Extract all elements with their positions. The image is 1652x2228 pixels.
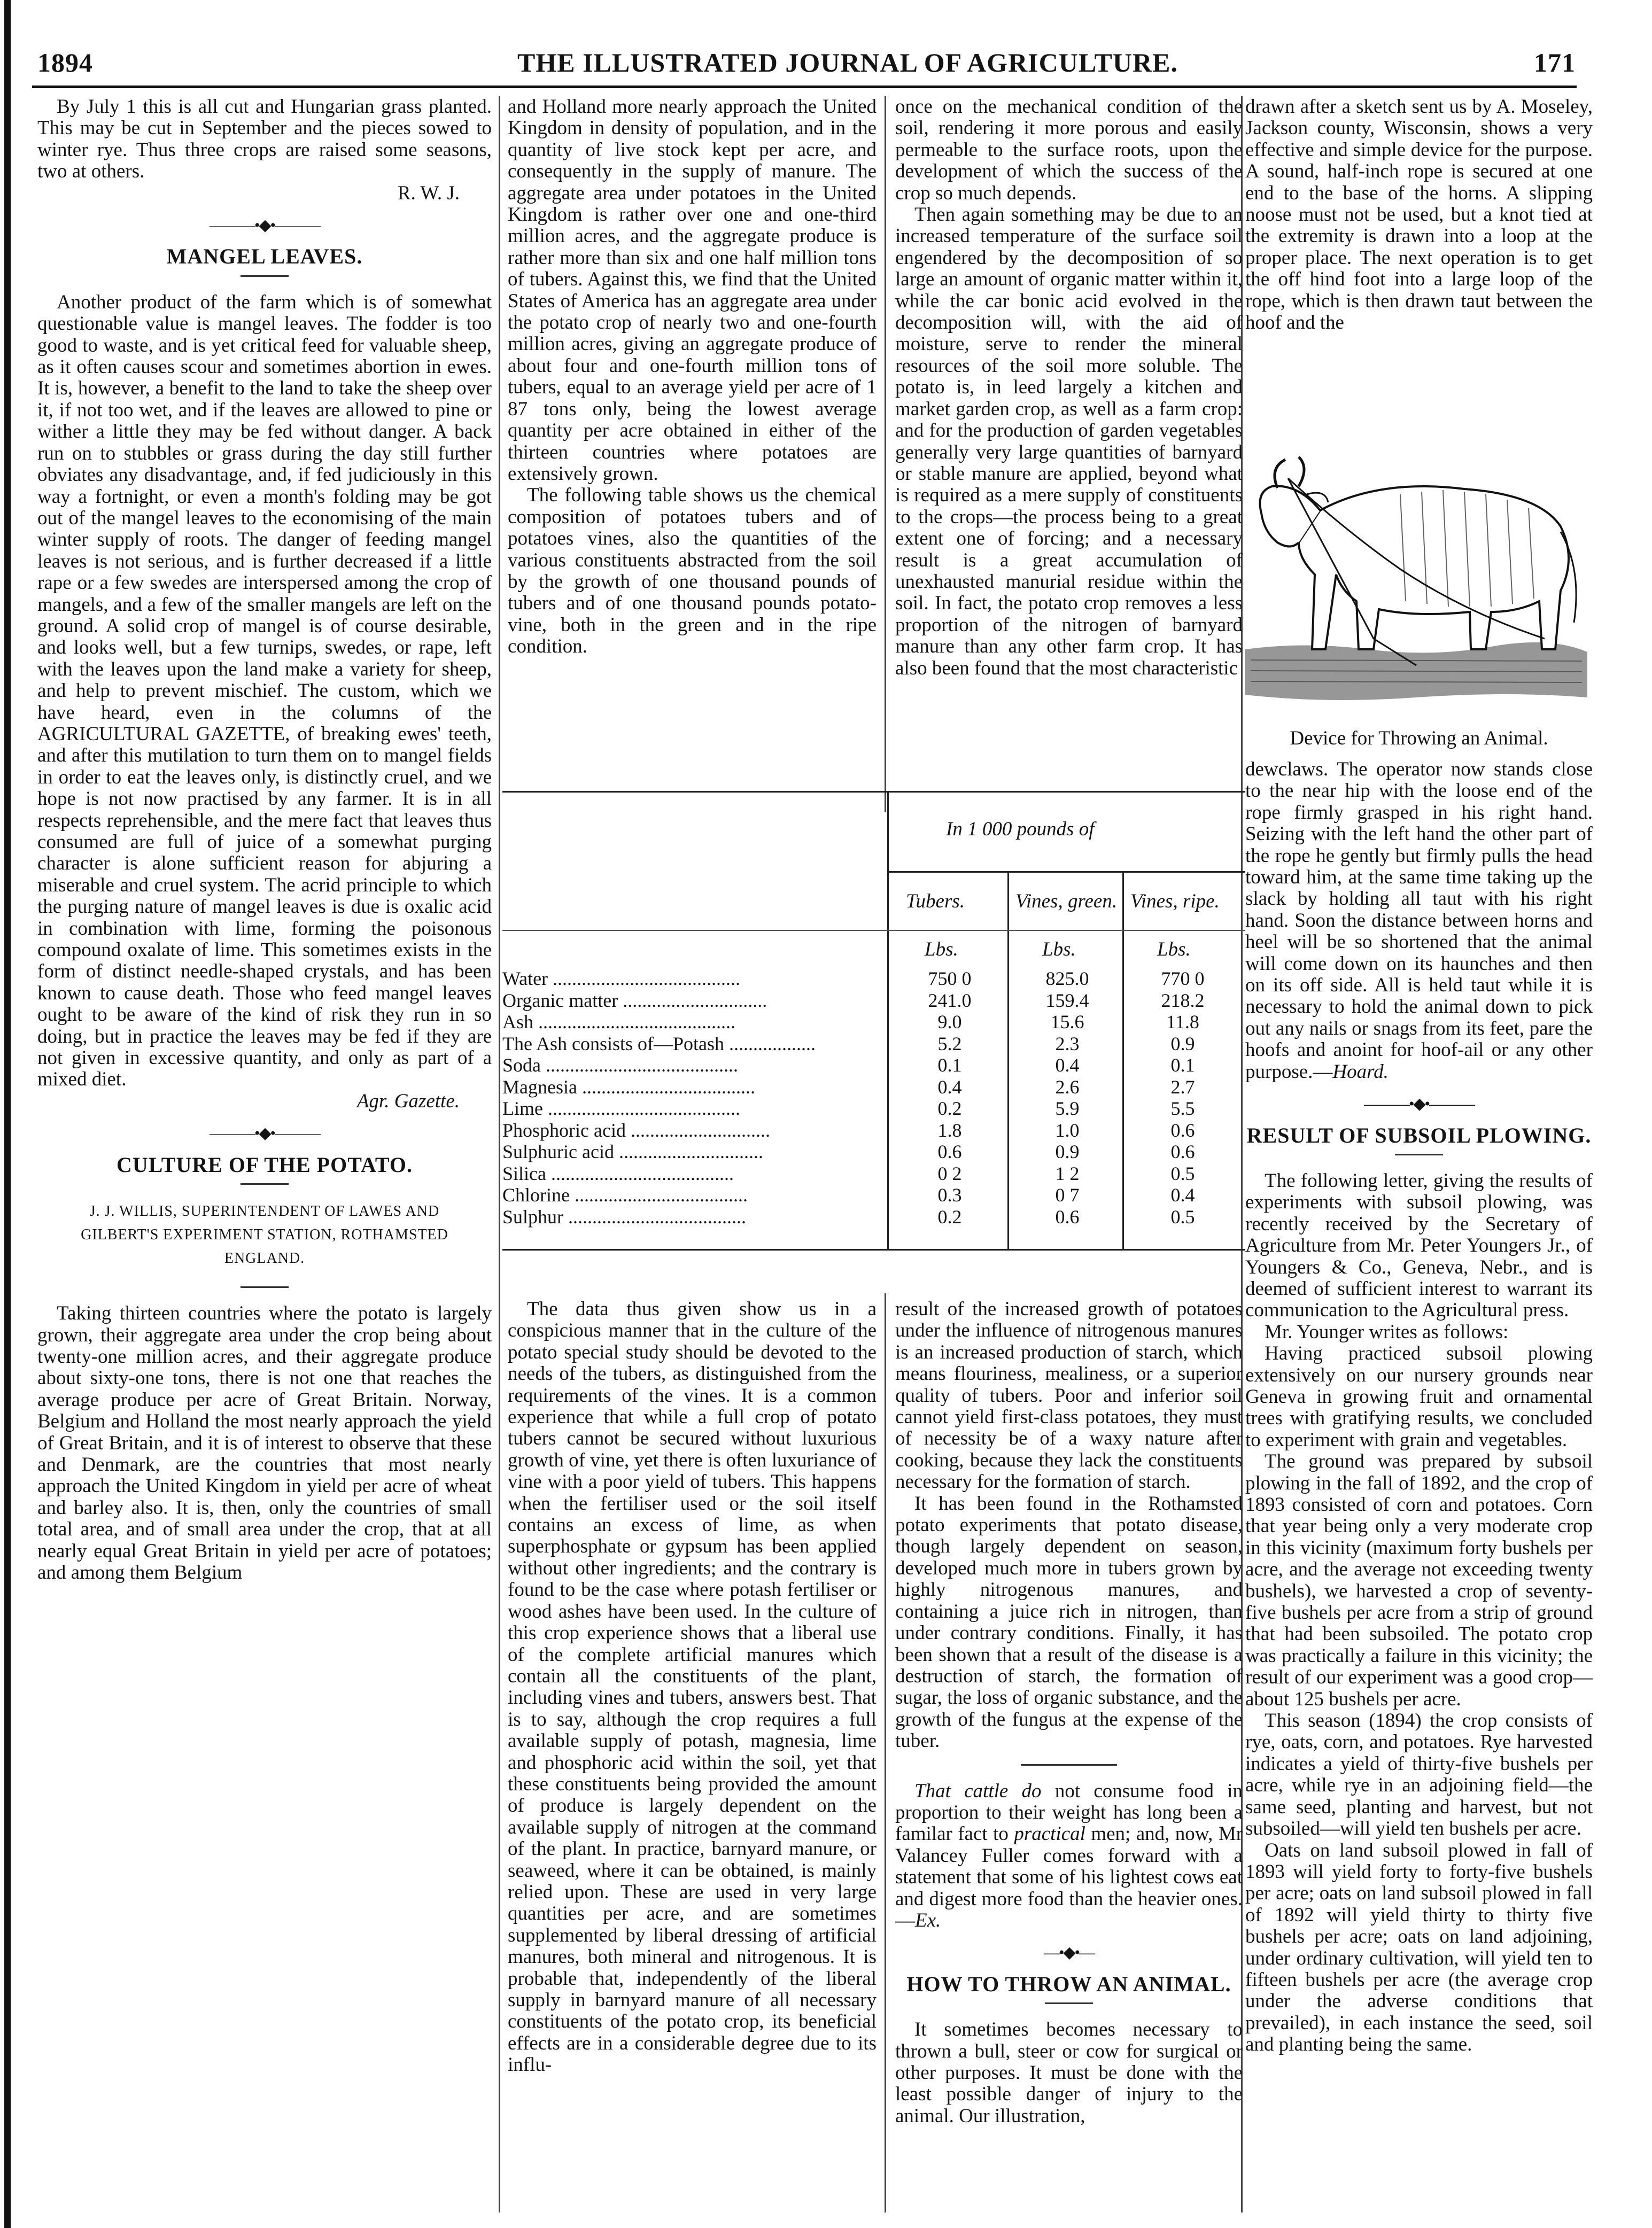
ornament-divider-4: ———•◆•———: [1363, 1095, 1475, 1113]
table-cell: 0.4: [1055, 1054, 1080, 1076]
table-cell: 0.6: [937, 1141, 962, 1162]
table-cell: 5.5: [1170, 1098, 1195, 1119]
bull-illustration: [1240, 398, 1593, 719]
table-unit-vines-green: Lbs.: [1042, 938, 1076, 960]
column-rule-2b: [885, 1293, 886, 2213]
table-row-label: The Ash consists of—Potash ..................: [502, 1033, 816, 1054]
subsoil-body-5: This season (1894) the crop consists of rye, oats, corn, and potatoes. Rye harvested indicates a yield of thirty-five bushels per acre, while rye in an adjoining field—the same seed, planting and harvest, but not subsoiled—will yield ten bushels per acre.: [1245, 1710, 1593, 1840]
table-row-label: Organic matter ..............................: [502, 989, 767, 1011]
throw-animal-body-2: drawn after a sketch sent us by A. Moseley, Jackson county, Wisconsin, shows a very effective and simple device for the purpose. A sound, half-inch rope is secured at one end to the base of the horns. A slipping noose must not be used, but a knot tied at the extremity is drawn into a loop at the proper place. The next operation is to get the off hind foot into a large loop of the rope, which is then drawn taut between the hoof and the: [1245, 96, 1593, 334]
table-cell: 2.3: [1055, 1033, 1080, 1054]
table-top-rule: [502, 791, 1245, 793]
table-cell: 11.8: [1166, 1011, 1199, 1033]
subsoil-body-6: Oats on land subsoil plowed in fall of 1893 will yield forty to forty-five bushels per acre; oats on land subsoil plowed in fall of 1892 will yield thirty to thirty five bushels per acre; oats on land adjoining, under ordinary cultivation, will yield ten to fifteen bushels per acre (the average crop under the adverse conditions that prevailed), in each instance the seed, soil and planting being the same.: [1245, 1839, 1593, 2056]
subsoil-body-1: The following letter, giving the results of experiments with subsoil plowing, was recently received by the Secretary of Agriculture from Mr. Peter Youngers Jr., of Youngers & Co., Geneva, Nebr., and is deemed of sufficient interest to warrant its communication to the Agricultural press.: [1245, 1169, 1593, 1322]
throw-animal-body: It sometimes becomes necessary to thrown a bull, steer or cow for surgical or other purposes. It must be done with the least possible danger of injury to the animal. Our illustration,: [895, 2019, 1243, 2127]
table-cell: 159.4: [1045, 989, 1089, 1011]
table-group-rule: [887, 871, 1245, 873]
short-rule-3: [241, 1286, 289, 1288]
intro-signature: R. W. J.: [397, 182, 460, 204]
table-col-vines-green: Vines, green.: [1015, 890, 1118, 912]
potato-body-4: once on the mechanical condition of the soil, rendering it more porous and easily permeable to the surface roots, upon the development of which the success of the crop so much depends.: [895, 96, 1243, 204]
table-cell: 0.3: [937, 1184, 962, 1206]
bull-drawing-icon: [1240, 398, 1593, 719]
potato-body-6: The data thus given show us in a conspicious manner that in the culture of the potato special study should be devoted to the needs of the tubers, as distinguished from the requirements of the vines. It is a common experience that while a full crop of potato tubers cannot be secured without luxurious growth of vine, yet there is often luxuriance of vine with a poor yield of tubers. This happens when the fertiliser used or the soil itself contains an excess of lime, as when superphosphate or gypsum has been applied without other ingredients; and the contrary is found to be the case where potash fertiliser or wood ashes have been used. In the culture of this crop experience shows that a liberal use of the complete artificial manures which contain all the constituents of the plant, including vines and tubers, answers best. That is to say, although the crop requires a full available supply of potash, magnesia, lime and phosphoric acid within the soil, yet that these constituents being provided the amount of produce is largely dependent on the available supply of nitrogen at the command of the plant. In practice, barnyard manure, or seaweed, where it can be obtained, is mainly relied upon. These are used in very large quantities per acre, and are sometimes supplemented by liberal dressing of artificial manures, both mineral and nitrogenous. It is probable that, independently of the liberal supply in barnyard manure of all necessary constituents of the potato crop, its beneficial effects are in a considerable degree due to its influ-: [508, 1299, 877, 2076]
column-rule-2: [885, 96, 886, 812]
table-cell: 0.6: [1170, 1119, 1195, 1141]
table-cell: 0.6: [1055, 1206, 1080, 1228]
intro-paragraph: By July 1 this is all cut and Hungarian grass planted. This may be cut in September and the pieces sowed to winter rye. Thus three crops are raised some seasons, two at others.: [37, 96, 492, 183]
table-cell: 9.0: [937, 1011, 962, 1033]
cattle-lead: That cattle do: [914, 1780, 1042, 1802]
table-cell: 1.0: [1055, 1119, 1080, 1141]
short-rule-2: [241, 1183, 289, 1185]
table-cell: 0.9: [1055, 1141, 1080, 1162]
potato-culture-title: CULTURE OF THE POTATO.: [117, 1152, 413, 1177]
ornament-divider-2: ———•◆•———: [209, 1124, 320, 1143]
table-cell: 15.6: [1050, 1011, 1084, 1033]
throw-animal-body-3-text: dewclaws. The operator now stands close to the near hip with the loose end of the rope firmly grasped in his right hand. Seizing with the left hand the other part of the rope he gently but firmly pulls the head toward him, at the same time taking up the slack by holding all taut with his right hand. Soon the distance between horns and heel will be so shortened that the animal will come down on its haunches and then on its off side. All is held taut while it is necessary to hold the animal down to pick out any nails or snags from its feet, pare the hoofs and anoint for hoof-ail or any other purpose.—: [1245, 759, 1593, 1083]
table-cell: 0.2: [937, 1206, 962, 1228]
column-3: [895, 96, 1243, 812]
table-cell: 0.2: [937, 1098, 962, 1119]
table-cell: 0.4: [937, 1076, 962, 1098]
column-2-lower: [508, 1299, 877, 2213]
table-cell: 0 7: [1055, 1184, 1080, 1206]
table-cell: 0.4: [1170, 1184, 1195, 1206]
mangel-leaves-source: Agr. Gazette.: [356, 1090, 460, 1112]
table-cell: 0.9: [1170, 1033, 1195, 1054]
page-year: 1894: [37, 48, 93, 77]
short-rule-5: [1045, 2002, 1093, 2004]
table-col-tubers: Tubers.: [906, 890, 965, 912]
column-4-lower: [1245, 759, 1593, 2213]
short-rule-4: [1021, 1764, 1117, 1766]
short-rule-6: [1395, 1154, 1443, 1155]
mangel-leaves-title: MANGEL LEAVES.: [166, 244, 363, 269]
table-cell: 0.6: [1170, 1141, 1195, 1162]
cattle-text-2: men; and, now, Mr Valancey Fuller comes forward with a statement that some of his lightest cows eat and digest more food than the heavier ones.—: [895, 1823, 1243, 1931]
column-3-lower: [895, 1299, 1243, 2213]
potato-body-1: Taking thirteen countries where the potato is largely grown, their aggregate area under the crop being about twenty-one million acres, and their aggregate produce about sixty-one tons, there is not one that reaches the average produce per acre of Great Britain. Norway, Belgium and Holland the most nearly approach the yield of Great Britain, and it is of interest to observe that these and Denmark, are the countries that most nearly approach the United Kingdom in yield per acre of wheat and barley also. It is, then, only the countries of small total area, and of small area under the crop, that at all nearly equal Great Britain in yield per acre of potatoes; and among them Belgium: [37, 1302, 492, 1583]
short-rule: [241, 275, 289, 277]
table-row-label: Lime ........................................: [502, 1098, 740, 1119]
table-unit-vines-ripe: Lbs.: [1157, 938, 1191, 960]
cattle-note: [895, 1781, 1243, 1932]
table-cell: 770 0: [1161, 968, 1205, 989]
table-row-label: Sulphur .....................................: [502, 1206, 747, 1228]
page-number: 171: [1534, 48, 1576, 77]
throw-animal-body-3: [1245, 759, 1593, 1083]
table-cell: 0.1: [937, 1054, 962, 1076]
cattle-source: Ex.: [915, 1909, 941, 1931]
table-cell: 2.6: [1055, 1076, 1080, 1098]
table-cell: 750 0: [928, 968, 972, 989]
table-cell: 825.0: [1045, 968, 1089, 989]
composition-table: [502, 791, 1251, 1251]
table-row-label: Sulphuric acid ..............................: [502, 1141, 763, 1162]
table-unit-tubers: Lbs.: [925, 938, 958, 960]
table-cell: 0.5: [1170, 1162, 1195, 1184]
throw-animal-title: HOW TO THROW AN ANIMAL.: [906, 1971, 1231, 1996]
ornament-divider: ———•◆•———: [209, 216, 320, 235]
subsoil-body-3: Having practiced subsoil plowing extensively on our nursery grounds near Geneva in growing fruit and ornamental trees with gratifying results, we concluded to experiment with grain and vegetables.: [1245, 1342, 1593, 1451]
ornament-divider-3: —•◆•—: [1043, 1944, 1095, 1962]
potato-body-3: The following table shows us the chemical composition of potatoes tubers and of potatoes vines, also the quantities of the various constituents abstracted from the soil by the growth of one thousand pounds of tubers and of one thousand pounds potato-vine, both in the green and in the ripe condition.: [508, 484, 877, 658]
table-row-label: Magnesia ....................................: [502, 1076, 755, 1098]
mangel-leaves-body: Another product of the farm which is of somewhat questionable value is mangel leaves. The fodder is too good to waste, and is yet critical feed for valuable sheep, as it often causes scour and sometimes abortion in ewes. It is, however, a benefit to the land to take the sheep over it, if not too wet, and if the leaves are allowed to pine or wither a little they may be fed without danger. A back run on to stubbles or grass during the day still further obviates any disadvantage, and, if fed judiciously in this way a fortnight, or even a month's folding may be got out of the mangel leaves to the economising of the main winter supply of roots. The danger of feeding mangel leaves is not serious, and is further decreased if a little rape or a few swedes are interspersed among the crop of mangels, and a few of the smaller mangels are left on the ground. A solid crop of mangel is of course desirable, and looks well, but a few turnips, swedes, or rape, left with the leaves upon the land make a variety for sheep, and help to prevent mischief. The custom, which we have heard, even in the columns of the AGRICULTURAL GAZETTE, of breaking ewes' teeth, and after this mutilation to turn them on to mangel fields in order to eat the leaves only, is distinctly cruel, and we hope is not now practised by any farmer. It is in all respects reprehensible, and the mere fact that leaves thus consumed are full of juice of a somewhat purging character is alone sufficient reason for abjuring a miserable and cruel system. The acrid principle to which the purging nature of mangel leaves is due is oxalic acid in combination with lime, forming the poisonous compound oxalate of lime. This sometimes exists in the form of distinct needle-shaped crystals, and has been known to cause death. Those who feed mangel leaves ought to be aware of the kind of risk they run in so doing, but in practice the leaves may be fed if they are not given in excessive quantity, and only as part of a mixed diet.: [37, 291, 492, 1091]
table-vrule-1: [887, 791, 889, 1251]
cattle-text: not consume food in proportion to their weight has long been a familar fact to: [895, 1780, 1243, 1845]
potato-body-7: result of the increased growth of potatoes under the influence of nitrogenous manures is an increased production of starch, which means flouriness, mealiness, or a superior quality of tubers. Poor and inferior soil cannot yield first-class potatoes, they must of necessity be of a waxy nature after cooking, because they lack the constituents necessary for the formation of starch.: [895, 1299, 1243, 1493]
column-1: [37, 96, 492, 2213]
table-vrule-2: [1007, 871, 1009, 1251]
throw-animal-source: Hoard.: [1332, 1060, 1389, 1083]
table-row-label: Ash .........................................: [502, 1011, 736, 1033]
journal-title: THE ILLUSTRATED JOURNAL OF AGRICULTURE.: [517, 48, 1178, 77]
figure-caption: Device for Throwing an Animal.: [1290, 727, 1548, 749]
potato-body-8: It has been found in the Rothamsted potato experiments that potato disease, though largely dependent on season, developed much more in tubers grown by highly nitrogenous manures, and containing a juice rich in nitrogen, than under contrary conditions. Finally, it has been shown that a result of the disease is a destruction of starch, the formation of sugar, the loss of organic substance, and the growth of the fungus at the expense of the tuber.: [895, 1492, 1243, 1752]
table-cell: 1 2: [1055, 1162, 1080, 1184]
table-row-label: Phosphoric acid .............................: [502, 1119, 770, 1141]
column-2: [508, 96, 877, 812]
table-bottom-rule: [502, 1249, 1245, 1251]
table-header-rule: [502, 930, 1245, 931]
table-cell: 5.2: [937, 1033, 962, 1054]
column-rule-1: [499, 96, 500, 2213]
table-cell: 0 2: [937, 1162, 962, 1184]
table-cell: 0.1: [1170, 1054, 1195, 1076]
table-cell: 5.9: [1055, 1098, 1080, 1119]
potato-byline: J. J. WILLIS, SUPERINTENDENT OF LAWES AND GILBERT'S EXPERIMENT STATION, ROTHAMSTED ENGLAND.: [81, 1203, 448, 1267]
subsoil-body-4: The ground was prepared by subsoil plowing in the fall of 1892, and the crop of 1893 consisted of corn and potatoes. Corn that year being only a very moderate crop in this vicinity (maximum forty bushels per acre, and the average not exceeding twenty bushels), we harvested a crop of seventy-five bushels per acre from a strip of ground that had been subsoiled. The potato crop was practically a failure in this vicinity; the result of our experiment was a good crop—about 125 bushels per acre.: [1245, 1450, 1593, 1710]
page-header: [26, 47, 1576, 84]
table-cell: 2.7: [1170, 1076, 1195, 1098]
table-cell: 218.2: [1161, 989, 1205, 1011]
table-cell: 0.5: [1170, 1206, 1195, 1228]
table-row-label: Silica ......................................: [502, 1162, 734, 1184]
table-cell: 1.8: [937, 1119, 962, 1141]
table-row-label: Soda ........................................: [502, 1054, 738, 1076]
table-cell: 241.0: [928, 989, 972, 1011]
subsoil-body-2: Mr. Younger writes as follows:: [1265, 1321, 1509, 1343]
binding-rule: [4, 0, 11, 2228]
table-group-header: In 1 000 pounds of: [946, 818, 1095, 840]
column-4: [1245, 96, 1593, 395]
table-col-vines-ripe: Vines, ripe.: [1130, 890, 1220, 912]
subsoil-title: RESULT OF SUBSOIL PLOWING.: [1246, 1123, 1592, 1147]
potato-body-2: and Holland more nearly approach the United Kingdom in density of population, and in the quantity of live stock kept per acre, and consequently in the supply of manure. The aggregate area under potatoes in the United Kingdom is rather over one and one-third million acres, and the aggregate produce is rather more than six and one half million tons of tubers. Against this, we find that the United States of America has an aggregate area under the potato crop of nearly two and one-fourth million acres, giving an aggregate produce of about four and one-fourth million tons of tubers, equal to an average yield per acre of 1 87 tons only, being the lowest average quantity per acre obtained in either of the thirteen countries where potatoes are extensively grown.: [508, 96, 877, 485]
table-row-label: Chlorine ....................................: [502, 1184, 748, 1206]
header-rule: [32, 86, 1577, 88]
table-row-label: Water .......................................: [502, 968, 741, 989]
potato-body-5: Then again something may be due to an increased temperature of the surface soil engendered by the decomposition of so large an amount of organic matter within it, while the car bonic acid evolved in the decomposition will, with the aid of moisture, serve to render the mineral resources of the soil more soluble. The potato is, in leed largely a kitchen and market garden crop, as well as a farm crop: and for the production of garden vegetables generally very large quantities of barnyard or stable manure are applied, beyond what is required as a mere supply of constituents to the crops—the process being to a great extent one of forcing; and a necessary result is a great accumulation of unexhausted manurial residue within the soil. In fact, the potato crop removes a less proportion of the nitrogen of barnyard manure than any other farm crop. It has also been found that the most characteristic: [895, 204, 1243, 679]
cattle-practical: practical: [1014, 1823, 1085, 1845]
